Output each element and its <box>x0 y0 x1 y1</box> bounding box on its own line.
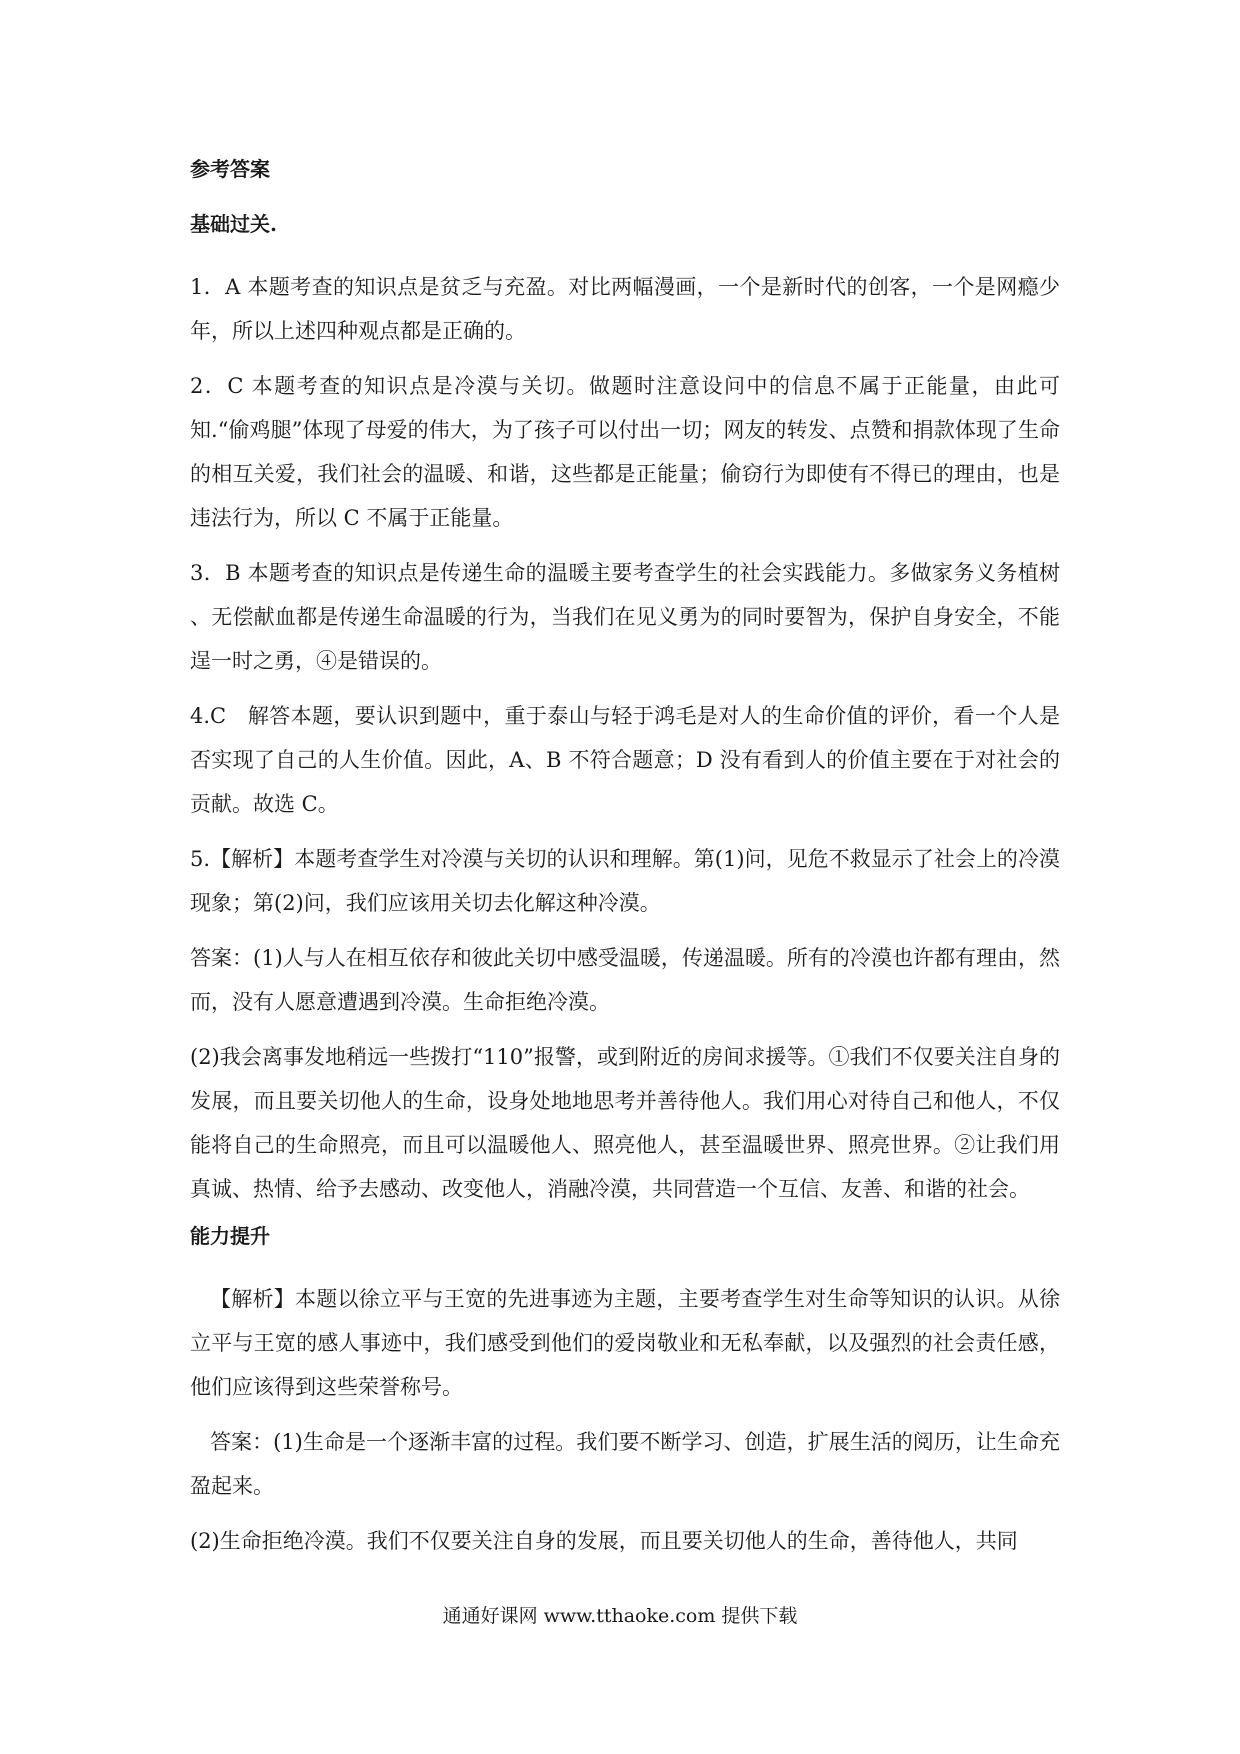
answer-paragraph-5-answer-2: (2)我会离事发地稍远一些拨打“110”报警，或到附近的房间求援等。①我们不仅要关注自身的发展，而且要关切他人的生命，设身处地地思考并善待他人。我们用心对待自己和他人，不仅能将自己的生命照亮，而且可以温暖他人、照亮他人，甚至温暖世界、照亮世界。②让我们用真诚、热情、给予去感动、改变他人，消融冷漠，共同营造一个互信、友善、和谐的社会。 <box>190 1045 1060 1201</box>
answer-paragraph-1: 1．A 本题考查的知识点是贫乏与充盈。对比两幅漫画，一个是新时代的创客，一个是网瘾少年，所以上述四种观点都是正确的。 <box>190 275 1060 343</box>
ability-analysis-paragraph: 【解析】本题以徐立平与王宽的先进事迹为主题，主要考查学生对生命等知识的认识。从徐立平与王宽的感人事迹中，我们感受到他们的爱岗敬业和无私奉献，以及强烈的社会责任感，他们应该得到这些荣誉称号。 <box>190 1287 1060 1399</box>
answer-paragraph-2: 2．C 本题考查的知识点是冷漠与关切。做题时注意设问中的信息不属于正能量，由此可知.“偷鸡腿”体现了母爱的伟大，为了孩子可以付出一切；网友的转发、点赞和捐款体现了生命的相互关爱，我们社会的温暖、和谐，这些都是正能量；偷窃行为即使有不得已的理由，也是违法行为，所以 C 不属于正能量。 <box>190 374 1060 530</box>
ability-answer-2-paragraph: (2)生命拒绝冷漠。我们不仅要关注自身的发展，而且要关切他人的生命，善待他人，共同 <box>190 1529 1018 1553</box>
page-footer: 通通好课网 www.tthaoke.com 提供下载 <box>442 1605 798 1627</box>
document-content <box>190 155 1060 1574</box>
section-heading-ability: 能力提升 <box>190 1224 270 1248</box>
answer-paragraph-3: 3．B 本题考查的知识点是传递生命的温暖主要考查学生的社会实践能力。多做家务义务植树 、无偿献血都是传递生命温暖的行为，当我们在见义勇为的同时要智为，保护自身安全，不能逞一时之勇，④是错误的。 <box>190 561 1060 673</box>
answer-paragraph-5-analysis: 5.【解析】本题考查学生对冷漠与关切的认识和理解。第(1)问，见危不救显示了社会上的冷漠现象；第(2)问，我们应该用关切去化解这种冷漠。 <box>190 847 1060 915</box>
document-title: 参考答案 <box>190 157 270 181</box>
answer-paragraph-5-answer-1: 答案：(1)人与人在相互依存和彼此关切中感受温暖，传递温暖。所有的冷漠也许都有理由，然而，没有人愿意遭遇到冷漠。生命拒绝冷漠。 <box>190 946 1060 1014</box>
answer-paragraph-4: 4.C 解答本题，要认识到题中，重于泰山与轻于鸿毛是对人的生命价值的评价，看一个人是否实现了自己的人生价值。因此，A、B 不符合题意；D 没有看到人的价值主要在于对社会的贡献。故选 C。 <box>190 704 1060 816</box>
section-heading-basic: 基础过关. <box>190 212 277 236</box>
ability-answer-1-paragraph: 答案：(1)生命是一个逐渐丰富的过程。我们要不断学习、创造，扩展生活的阅历，让生命充盈起来。 <box>190 1430 1060 1498</box>
